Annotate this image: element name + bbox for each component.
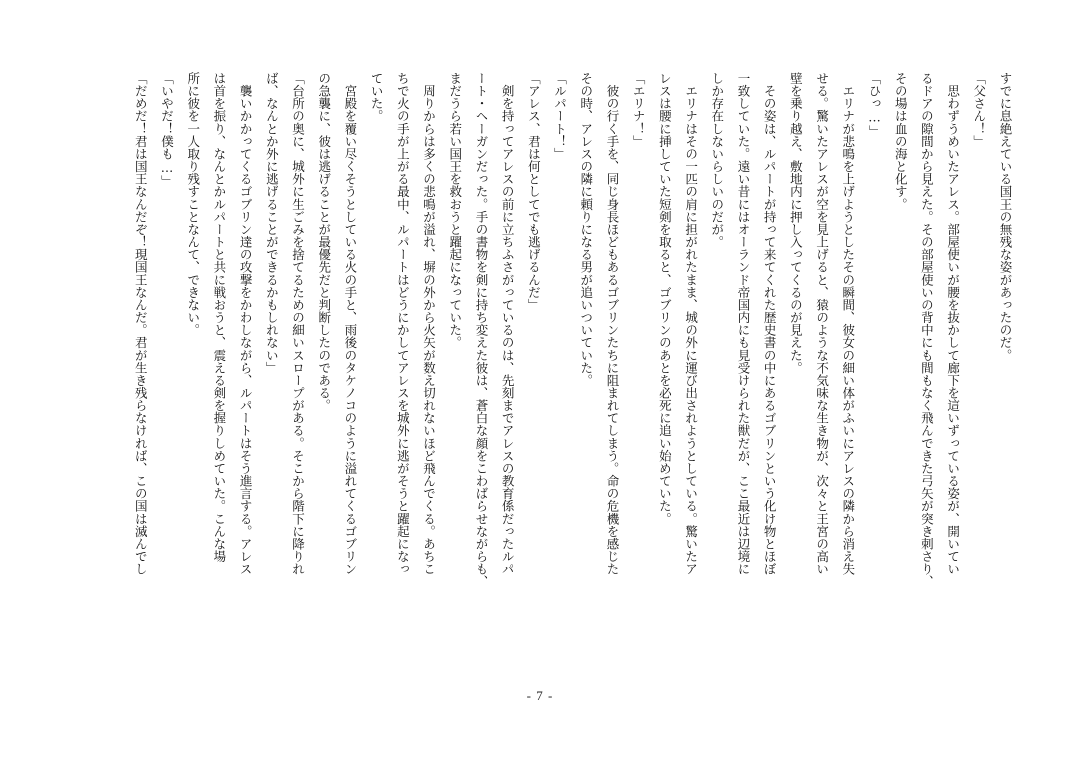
novel-page-body (68, 72, 1018, 678)
text-line: るドアの隙間から見えた。その部屋使いの背中にも間もなく飛んできた弓矢が突き刺さり、 (919, 72, 935, 588)
text-line: ば、なんとか外に逃げることができるかもしれない」 (264, 72, 280, 374)
text-line: レスは腰に挿していた短剣を取ると、ゴブリンのあとを必死に追い始めていた。 (657, 72, 673, 525)
page-number: - 7 - (526, 688, 554, 703)
text-line: しか存在しないらしいのだが。 (709, 72, 725, 249)
text-line: 壁を乗り越え、敷地内に押し入ってくるのが見えた。 (788, 72, 804, 374)
text-line: すでに息絶えている国王の無残な姿があったのだ。 (998, 72, 1013, 362)
text-line: 「いやだ！僕も…」 (159, 72, 175, 188)
text-line: 所に彼を一人取り残すことなんて、できない。 (185, 72, 201, 337)
text-line: 襲いかかってくるゴブリン達の攻撃をかわしながら、ルパートはそう進言する。アレス (238, 72, 254, 576)
text-line: 彼の行く手を、同じ身長ほどもあるゴブリンたちに阻まれてしまう。命の危機を感じた (604, 72, 620, 576)
text-line: エリナが悲鳴を上げようとしたその瞬間、彼女の細い体がふいにアレスの隣から消え失 (840, 72, 856, 576)
text-line: その姿は、ルパートが持って来てくれた歴史書の中にあるゴブリンという化け物とほぼ (762, 72, 778, 576)
text-line: 「ルパート！」 (552, 72, 568, 161)
text-line: せる。驚いたアレスが空を見上げると、猿のような不気味な生き物が、次々と王宮の高い (814, 72, 830, 576)
text-line: 宮殿を覆い尽くそうとしている火の手と、雨後のタケノコのように溢れてくるゴブリン (342, 72, 358, 576)
text-line: 一致していた。遠い昔にはオーランド帝国内にも見受けられた獣だが、ここ最近は辺境に (735, 72, 751, 576)
text-line: その場は血の海と化す。 (893, 72, 909, 211)
text-line: の急襲に、彼は逃げることが最優先だと判断したのである。 (316, 72, 332, 412)
text-line: は首を振り、なんとかルパートと共に戦おうと、震える剣を握りしめていた。こんな場 (211, 72, 227, 563)
text-line: まだうら若い国王を救おうと躍起になっていた。 (447, 72, 463, 349)
text-line: エリナはその一匹の肩に担がれたまま、城の外に運び出されようとしている。驚いたア (683, 72, 699, 576)
text-line: 「だめだ！君は国王なんだぞ！現国王なんだ。君が生き残らなければ、この国は滅んでし (133, 72, 149, 576)
text-line: 剣を持ってアレスの前に立ちふさがっているのは、先刻までアレスの教育係だったルパ (500, 72, 516, 576)
text-line: 周りからは多くの悲鳴が溢れ、塀の外から火矢が数え切れないほど飛んでくる。あちこ (421, 72, 437, 576)
text-line: 「台所の奥に、城外に生ごみを捨てるための細いスロープがある。そこから階下に降りれ (290, 72, 306, 576)
text-line: 「ひっ…」 (866, 72, 882, 138)
text-line: 思わずうめいたアレス。部屋使いが腰を抜かして廊下を這いずっている姿が、開いてい (945, 72, 961, 576)
text-line: ていた。 (369, 72, 385, 123)
text-line: ちで火の手が上がる最中、ルパートはどうにかしてアレスを城外に逃がそうと躍起になっ (395, 72, 411, 576)
text-line: 「父さん！」 (971, 72, 987, 148)
text-line: 「エリナ！」 (631, 72, 647, 148)
text-line: その時、アレスの隣に頼りになる男が追いついていた。 (578, 72, 594, 387)
text-line: ート・ヘーガンだった。手の書物を剣に持ち変えた彼は、蒼白な顔をこわばらせながらも、 (473, 72, 489, 588)
text-line: 「アレス、君は何としてでも逃げるんだ」 (526, 72, 542, 312)
